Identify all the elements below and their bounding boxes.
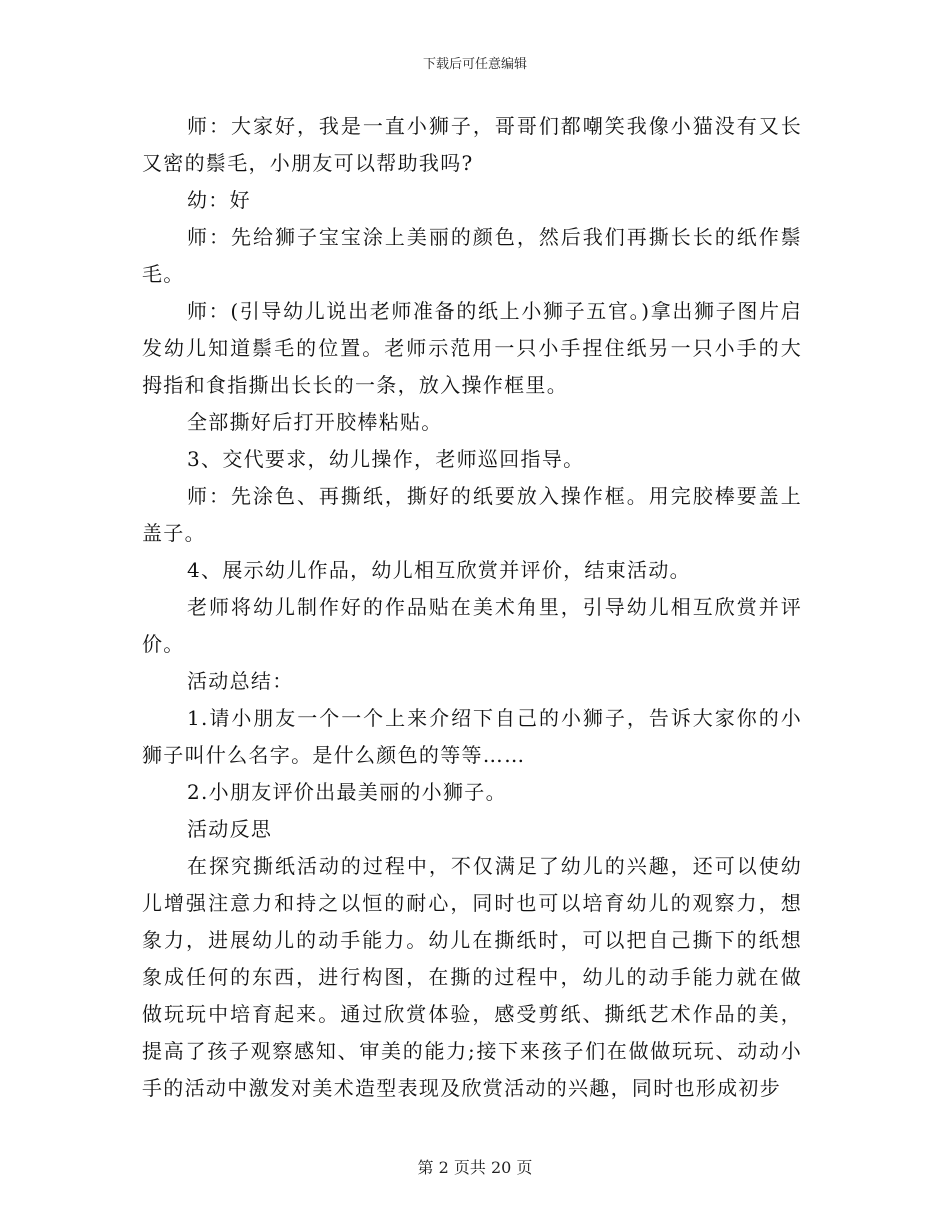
- section-heading: 活动反思: [187, 817, 273, 841]
- paragraph: 师：先涂色、再撕纸，撕好的纸要放入操作框。用完胶棒要盖上盖子。: [142, 484, 802, 545]
- step-heading: 3、交代要求，幼儿操作，老师巡回指导。: [187, 447, 585, 471]
- step-heading: 4、展示幼儿作品，幼儿相互欣赏并评价，结束活动。: [187, 558, 691, 582]
- document-body: [142, 108, 802, 1107]
- paragraph: 师：先给狮子宝宝涂上美丽的颜色，然后我们再撕长长的纸作鬃毛。: [142, 225, 802, 286]
- paragraph: 全部撕好后打开胶棒粘贴。: [187, 410, 443, 434]
- section-heading: 活动总结：: [187, 669, 294, 693]
- list-item: 1.请小朋友一个一个上来介绍下自己的小狮子，告诉大家你的小狮子叫什么名字。是什么颜色的等等……: [142, 706, 802, 767]
- paragraph: 师：(引导幼儿说出老师准备的纸上小狮子五官。)拿出狮子图片启发幼儿知道鬃毛的位置。老师示范用一只小手捏住纸另一只小手的大拇指和食指撕出长长的一条，放入操作框里。: [142, 299, 802, 397]
- list-item: 2.小朋友评价出最美丽的小狮子。: [187, 780, 507, 804]
- paragraph: 幼：好: [187, 188, 251, 212]
- paragraph: 师：大家好，我是一直小狮子，哥哥们都嘲笑我像小猫没有又长又密的鬃毛，小朋友可以帮助我吗?: [142, 114, 802, 175]
- page-footer: 第 2 页共 20 页: [417, 1158, 533, 1177]
- page-header: 下载后可任意编辑: [422, 57, 527, 72]
- paragraph: 在探究撕纸活动的过程中，不仅满足了幼儿的兴趣，还可以使幼儿增强注意力和持之以恒的耐心，同时也可以培育幼儿的观察力，想象力，进展幼儿的动手能力。幼儿在撕纸时，可以把自己撕下的纸想象成任何的东西，进行构图，在撕的过程中，幼儿的动手能力就在做做玩玩中培育起来。通过欣赏体验，感受剪纸、撕纸艺术作品的美，提高了孩子观察感知、审美的能力;接下来孩子们在做做玩玩、动动小手的活动中激发对美术造型表现及欣赏活动的兴趣，同时也形成初步: [142, 854, 802, 1100]
- paragraph: 老师将幼儿制作好的作品贴在美术角里，引导幼儿相互欣赏并评价。: [142, 595, 802, 656]
